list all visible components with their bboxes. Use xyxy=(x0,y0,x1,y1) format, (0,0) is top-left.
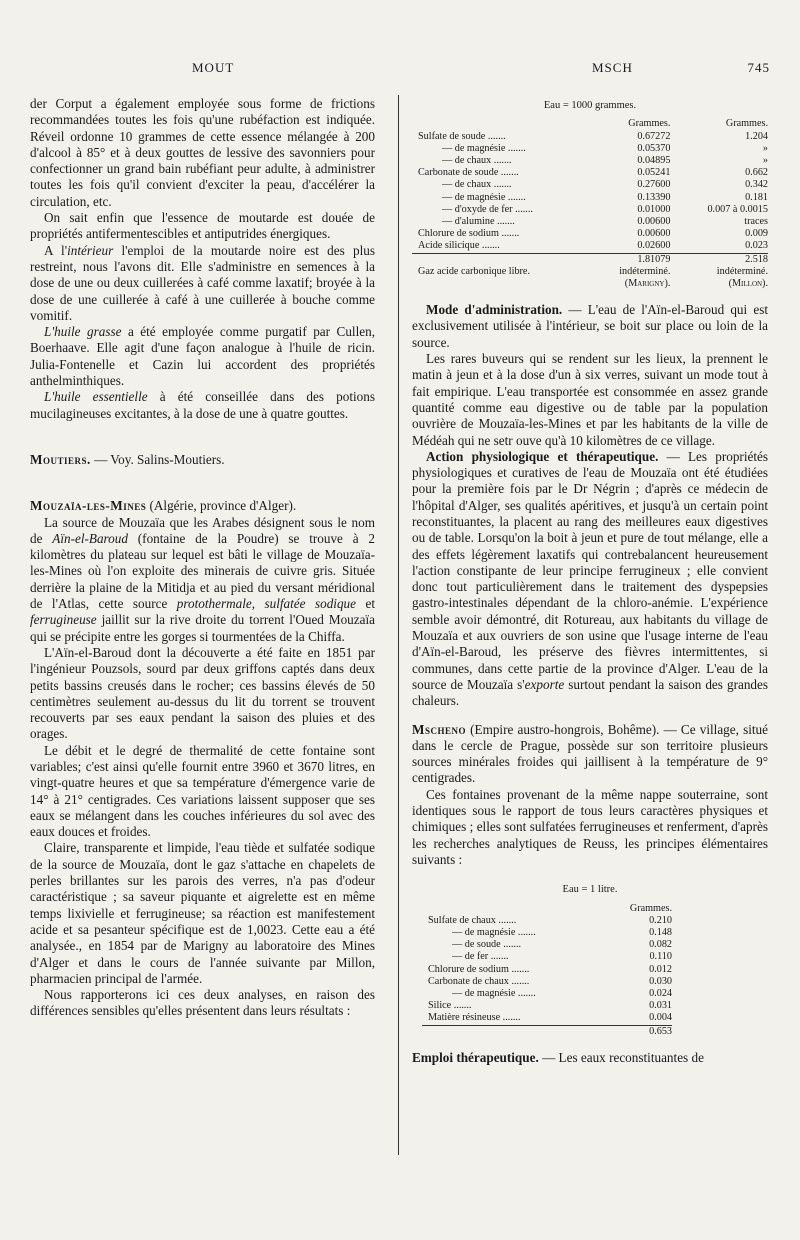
paragraph: L'Aïn-el-Baroud dont la découverte a été faite en 1851 par l'ingénieur Pouzsols, sourd par deux griffons captés dans deux petits bassins creusés dans le rocher; ces bassins élevés de 50 centimètres seulement au-dessus du lit du torrent se trouvent recouverts par ses eaux pendant la saison des pluies et des orages. xyxy=(30,644,375,742)
total-millon: 2.518 xyxy=(678,253,768,266)
value-millon: 0.023 xyxy=(745,240,768,252)
value: 0.030 xyxy=(649,975,672,987)
value-millon: 0.007 à 0.0015 xyxy=(707,203,768,215)
table-row xyxy=(422,927,672,939)
value: 0.012 xyxy=(649,963,672,975)
total-row xyxy=(412,253,768,266)
table-row xyxy=(412,143,768,155)
paragraph: Ces fontaines provenant de la même nappe souterraine, sont identiques sous le rapport de tous leurs caractères physiques et chimiques ; elles sont sulfatées ferrugineuses et renferment, d'après les recherches analytiques de Reuss, les principes élémentaires suivants : xyxy=(412,786,768,867)
table-row xyxy=(412,240,768,253)
right-column xyxy=(412,96,768,1066)
row-label: — de chaux ....... xyxy=(442,154,512,166)
row-label: — de magnésie ....... xyxy=(442,142,526,154)
value-millon: 1.204 xyxy=(745,130,768,142)
table-row xyxy=(422,1012,672,1025)
value-marigny: 0.13390 xyxy=(637,191,671,203)
total-marigny: 1.81079 xyxy=(591,253,679,266)
value: 0.082 xyxy=(649,939,672,951)
row-label: Chlorure de sodium ....... xyxy=(418,228,520,240)
paragraph: Mode d'administration. — L'eau de l'Aïn-el-Baroud qui est exclusivement utilisée à l'intérieur, se boit sur place ou loin de la source. xyxy=(412,302,768,350)
paragraph: L'huile essentielle à été conseillée dans des potions mucilagineuses excitantes, à la dose de une à quatre gouttes. xyxy=(30,389,375,421)
row-label xyxy=(412,278,591,290)
analysis-table-mouzaia xyxy=(412,118,768,290)
table-row xyxy=(422,939,672,951)
paragraph: Nous rapporterons ici ces deux analyses, en raison des différences sensibles qu'elles présentent dans leurs résultats : xyxy=(30,987,375,1019)
gas-row xyxy=(412,266,768,278)
row-label: Carbonate de soude ....... xyxy=(418,167,519,179)
column-unit: Grammes. xyxy=(629,902,672,914)
paragraph: La source de Mouzaïa que les Arabes désignent sous le nom de Aïn-el-Baroud (fontaine de la Poudre) se trouve à 2 kilomètres du plateau sur lequel est bâti le village de Mouzaïa-les-Mines où l'on exploite des minerais de cuivre gris. Située derrière la plaine de la Mitidja et au pied du versant méridional de l'Atlas, cette source protothermale, sulfatée sodique et ferrugineuse jaillit sur la rive droite du torrent l'Oued Mouzaïa qui se précipite entre les gorges si tourmentées de la Chiffa. xyxy=(30,514,376,644)
value-millon: » xyxy=(762,142,768,154)
row-label: Sulfate de soude ....... xyxy=(418,130,506,142)
value: 0.004 xyxy=(649,1012,672,1024)
table-row xyxy=(412,216,768,228)
value-marigny: 0.27600 xyxy=(637,179,671,191)
entry-heading: Mouzaïa-les-Mines xyxy=(30,498,147,514)
row-label xyxy=(412,253,591,266)
page-header xyxy=(30,60,770,80)
row-label: — de chaux ....... xyxy=(442,179,512,191)
entry-mouzaia: Mouzaïa-les-Mines (Algérie, province d'Alger). xyxy=(30,498,297,514)
paragraph: Claire, transparente et limpide, l'eau tiède et sulfatée sodique de la source de Mouzaïa, dont le gaz s'attache en chapelets de perles brillantes sur les parois des verres, n'a pas d'odeur caractéristique ; sa saveur piquante et aigrelette est en même temps lixivielle et ferrugineuse; sa réaction est manifestement acide et sa pesanteur spécifique est de 1,0023. Cette eau a été analysée., en 1854 par de Marigny au laboratoire des Mines d'Alger et dans le cours de l'année suivante par Millon, pharmacien principal de l'armée. xyxy=(30,840,375,986)
analysis-table-mscheno xyxy=(422,903,672,1038)
table-row xyxy=(422,988,672,1000)
section-heading: Mode d'administration. xyxy=(426,302,563,318)
paragraph: A l'intérieur l'emploi de la moutarde noire est des plus restreint, nous l'avons dit. Elle s'administre en semences à la dose de une ou deux cuillerées à café comme laxatif; broyée à la dose de une cuillerée à café à une cuillerée à bouche comme vomitif. xyxy=(30,242,375,323)
row-label: — de magnésie ....... xyxy=(452,987,536,999)
value-marigny: 0.02600 xyxy=(637,240,671,252)
header-left-word: MOUT xyxy=(192,60,235,75)
value: 0.210 xyxy=(649,914,672,926)
table-row xyxy=(412,228,768,240)
paragraph: Action physiologique et thérapeutique. — Les propriétés physiologiques et curatives de l'eau de Mouzaïa ont été étudiées pour la première fois par le Dr Négrin ; d'après ce médecin de l'hôpital d'Alger, ses qualités apéritives, et jusqu'à un certain point reconstituantes, la placent au rang des meilleures eaux digestives ou de table. Lorsqu'on la boit à jeun et pure de tout mélange, elle a des effets légèrement laxatifs qui contrebalancent heureusement l'action constipante de leur principe ferrugineux ; elle convient donc tout particulièrement dans le traitement des dyspepsies gastro-intestinales dépendant de la chloro-anémie. L'expérience semble avoir démontré, dit Rotureau, aux habitants du village de Mouzaïa et aux ouvriers de son usine que l'usage interne de l'eau d'Aïn-el-Baroud, les préserve des fièvres intermittentes, si communes, dans cette partie de la province d'Alger. L'eau de la source de Mouzaïa s'exporte surtout pendant la saison des grandes chaleurs. xyxy=(412,448,768,709)
table-caption: Eau = 1 litre. xyxy=(562,884,618,896)
row-label: Matière résineuse ....... xyxy=(428,1012,521,1024)
value-marigny: 0.05241 xyxy=(637,167,671,179)
value: 0.110 xyxy=(649,951,672,963)
row-label: — de magnésie ....... xyxy=(452,926,536,938)
table-row xyxy=(422,951,672,963)
author-millon: (Millon). xyxy=(728,277,768,289)
table-row xyxy=(422,964,672,976)
row-label: Acide silicique ....... xyxy=(418,240,500,252)
value-marigny: 0.01000 xyxy=(637,203,671,215)
value-marigny: 0.00600 xyxy=(637,215,671,227)
paragraph: Les rares buveurs qui se rendent sur les lieux, la prennent le matin à jeun et à la dose d'un à six verres, suivant un mode tout à fait empirique. L'eau transportée est consommée en assez grande quantité comme eau digestive ou de table par la population ouvrière de Mouzaïa-les-Mines et par les habitants de la ville de Médéah qui ne setr ouve qu'à 10 kilomètres de ce village. xyxy=(412,351,768,448)
section-heading: Emploi thérapeutique. xyxy=(412,1049,539,1065)
total-row xyxy=(422,1025,672,1038)
paragraph: Le débit et le degré de thermalité de cette fontaine sont variables; c'est ainsi qu'elle fournit entre 3960 et 3670 litres, en vingt-quatre heures et que sa température d'émergence varie de 14° à 21° centigrades. Ces variations laissent supposer que ses eaux se mélangent dans les couches inférieures du sol avec des eaux douces et froides. xyxy=(30,742,375,840)
left-column xyxy=(30,96,375,1020)
author-row xyxy=(412,278,768,290)
paragraph: der Corput a également employée sous forme de frictions recommandées toutes les fois qu'une rubéfaction est indiquée. Réveil ordonne 10 grammes de cette essence mélangée à 200 d'alcool à 85° et à deux gouttes de lessive des savonniers pour confectionner un grand bain rubéfiant peur adulte, à administrer toutes les fois qu'il convient d'exciter la peau, d'accélérer la circulation, etc. xyxy=(30,96,375,209)
table-row xyxy=(412,167,768,179)
column-unit: Grammes. xyxy=(725,118,768,130)
value-millon: 0.662 xyxy=(745,167,768,179)
row-label: Gaz acide carbonique libre. xyxy=(418,265,531,277)
table-row xyxy=(422,1000,672,1012)
column-unit: Grammes. xyxy=(628,118,671,130)
table-row xyxy=(412,131,768,143)
value-marigny: 0.05370 xyxy=(637,142,671,154)
row-label: — d'oxyde de fer ....... xyxy=(442,203,533,215)
row-label: Carbonate de chaux ....... xyxy=(428,975,530,987)
value-marigny: 0.00600 xyxy=(637,228,671,240)
value-millon: 0.181 xyxy=(745,191,768,203)
total: 0.653 xyxy=(604,1025,672,1038)
value: 0.024 xyxy=(649,987,672,999)
header-center-word: MSCH xyxy=(592,60,633,75)
page-number: 745 xyxy=(747,60,770,75)
table-row xyxy=(412,179,768,191)
row-label: — d'alumine ....... xyxy=(442,215,515,227)
entry-heading: Moutiers. xyxy=(30,451,91,467)
value-millon: 0.342 xyxy=(745,179,768,191)
entry-mscheno: Mscheno (Empire austro-hongrois, Bohême). — Ce village, situé dans le cercle de Prague, possède sur son territoire plusieurs sources minérales froides qui jaillisent à la température de 9° centigrades. xyxy=(412,721,768,786)
table-caption: Eau = 1000 grammes. xyxy=(543,100,637,111)
table-row xyxy=(422,976,672,988)
entry-moutiers: Moutiers. — Voy. Salins-Moutiers. xyxy=(30,451,225,467)
row-label: — de magnésie ....... xyxy=(442,191,526,203)
table-row xyxy=(422,915,672,927)
column-divider xyxy=(398,95,399,1155)
entry-heading: Mscheno xyxy=(412,721,466,737)
row-label: — de soude ....... xyxy=(452,939,522,951)
gas-millon: indéterminé. xyxy=(716,265,768,277)
row-label: — de fer ....... xyxy=(452,951,509,963)
row-label: Silice ....... xyxy=(428,1000,472,1012)
section-heading: Action physiologique et thérapeutique. xyxy=(426,448,659,464)
value: 0.031 xyxy=(649,1000,672,1012)
author-marigny: (Marigny). xyxy=(624,277,671,289)
row-label: Sulfate de chaux ....... xyxy=(428,914,517,926)
value-marigny: 0.04895 xyxy=(637,154,671,166)
table-row xyxy=(412,204,768,216)
table-row xyxy=(412,155,768,167)
value-marigny: 0.67272 xyxy=(637,130,671,142)
value-millon: 0.009 xyxy=(745,228,768,240)
value: 0.148 xyxy=(649,926,672,938)
value-millon: traces xyxy=(744,215,768,227)
paragraph: On sait enfin que l'essence de moutarde est douée de propriétés antifermentescibles et antiputrides énergiques. xyxy=(30,210,375,242)
paragraph: L'huile grasse a été employée comme purgatif par Cullen, Boerhaave. Elle agit d'une façon analogue à l'huile de ricin. Julia-Fontenelle et Cazin lui accordent des propriétés anthelminthiques. xyxy=(30,324,375,389)
gas-marigny: indéterminé. xyxy=(619,265,671,277)
value-millon: » xyxy=(762,154,768,166)
row-label xyxy=(422,1025,604,1038)
paragraph: Emploi thérapeutique. — Les eaux reconstituantes de xyxy=(412,1049,704,1065)
table-row xyxy=(412,192,768,204)
row-label: Chlorure de sodium ....... xyxy=(428,963,530,975)
